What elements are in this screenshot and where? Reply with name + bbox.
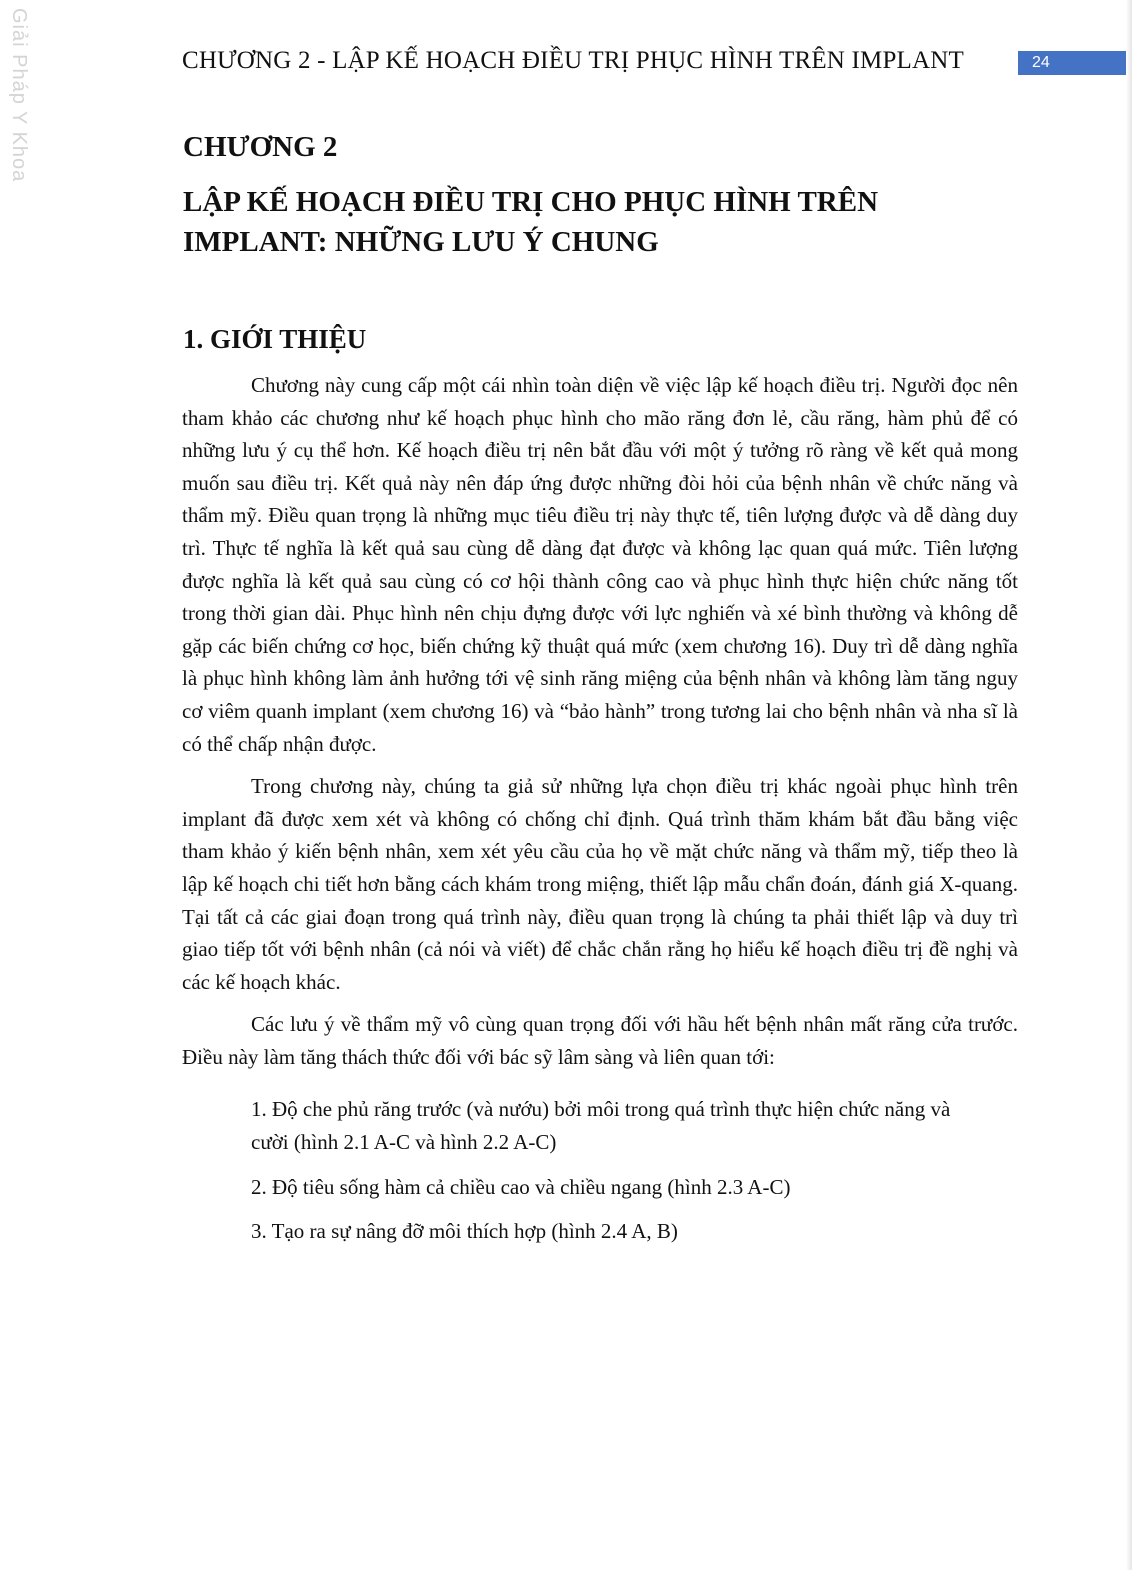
chapter-title-line-2: IMPLANT: NHỮNG LƯU Ý CHUNG xyxy=(183,226,659,258)
running-header: CHƯƠNG 2 - LẬP KẾ HOẠCH ĐIỀU TRỊ PHỤC HÌNH TRÊN IMPLANT xyxy=(182,47,965,74)
watermark: Giải Pháp Y Khoa xyxy=(8,8,30,183)
chapter-label: CHƯƠNG 2 xyxy=(183,131,338,163)
page-number: 24 xyxy=(1018,51,1126,75)
list-item: 3. Tạo ra sự nâng đỡ môi thích hợp (hình 2.4 A, B) xyxy=(251,1219,678,1244)
chapter-title-line-1: LẬP KẾ HOẠCH ĐIỀU TRỊ CHO PHỤC HÌNH TRÊN xyxy=(183,186,879,218)
paragraph-2: Trong chương này, chúng ta giả sử những lựa chọn điều trị khác ngoài phục hình trên implant đã được xem xét và không có chống chỉ định. Quá trình thăm khám bắt đầu bằng việc tham khảo ý kiến bệnh nhân, xem xét yêu cầu của họ về mặt chức năng và thẩm mỹ, tiếp theo là lập kế hoạch chi tiết hơn bằng cách khám trong miệng, thiết lập mẫu chẩn đoán, đánh giá X-quang. Tại tất cả các giai đoạn trong quá trình này, điều quan trọng là chúng ta phải thiết lập và duy trì giao tiếp tốt với bệnh nhân (cả nói và viết) để chắc chắn rằng họ hiểu kế hoạch điều trị đề nghị và các kế hoạch khác. xyxy=(182,774,1018,994)
body-text xyxy=(182,369,1018,1260)
list-item: 1. Độ che phủ răng trước (và nướu) bởi môi trong quá trình thực hiện chức năng và cười (hình 2.1 A-C và hình 2.2 A-C) xyxy=(251,1097,951,1155)
chapter-title xyxy=(183,182,1003,262)
list-item: 2. Độ tiêu sống hàm cả chiều cao và chiều ngang (hình 2.3 A-C) xyxy=(251,1174,791,1199)
page-edge-shadow xyxy=(1126,0,1132,1570)
paragraph-3: Các lưu ý về thẩm mỹ vô cùng quan trọng đối với hầu hết bệnh nhân mất răng cửa trước. Điều này làm tăng thách thức đối với bác sỹ lâm sàng và liên quan tới: xyxy=(182,1012,1018,1069)
section-heading: 1. GIỚI THIỆU xyxy=(183,324,367,354)
paragraph-1: Chương này cung cấp một cái nhìn toàn diện về việc lập kế hoạch điều trị. Người đọc nên tham khảo các chương như kế hoạch phục hình cho mão răng đơn lẻ, cầu răng, hàm phủ để có những lưu ý cụ thể hơn. Kế hoạch điều trị nên bắt đầu với một ý tưởng rõ ràng về kết quả mong muốn sau điều trị. Kết quả này nên đáp ứng được những đòi hỏi của bệnh nhân về chức năng và thẩm mỹ. Điều quan trọng là những mục tiêu điều trị này thực tế, tiên lượng được và dễ dàng duy trì. Thực tế nghĩa là kết quả sau cùng dễ dàng đạt được và không lạc quan quá mức. Tiên lượng được nghĩa là kết quả sau cùng có cơ hội thành công cao và phục hình thực hiện chức năng tốt trong thời gian dài. Phục hình nên chịu đựng được với lực nghiến và xé bình thường và không dễ gặp các biến chứng cơ học, biến chứng kỹ thuật quá mức (xem chương 16). Duy trì dễ dàng nghĩa là phục hình không làm ảnh hưởng tới vệ sinh răng miệng của bệnh nhân và không làm tăng nguy cơ viêm quanh implant (xem chương 16) và “bảo hành” trong tương lai cho bệnh nhân và nha sĩ là có thể chấp nhận được. xyxy=(182,373,1018,756)
considerations-list xyxy=(182,1093,1018,1247)
